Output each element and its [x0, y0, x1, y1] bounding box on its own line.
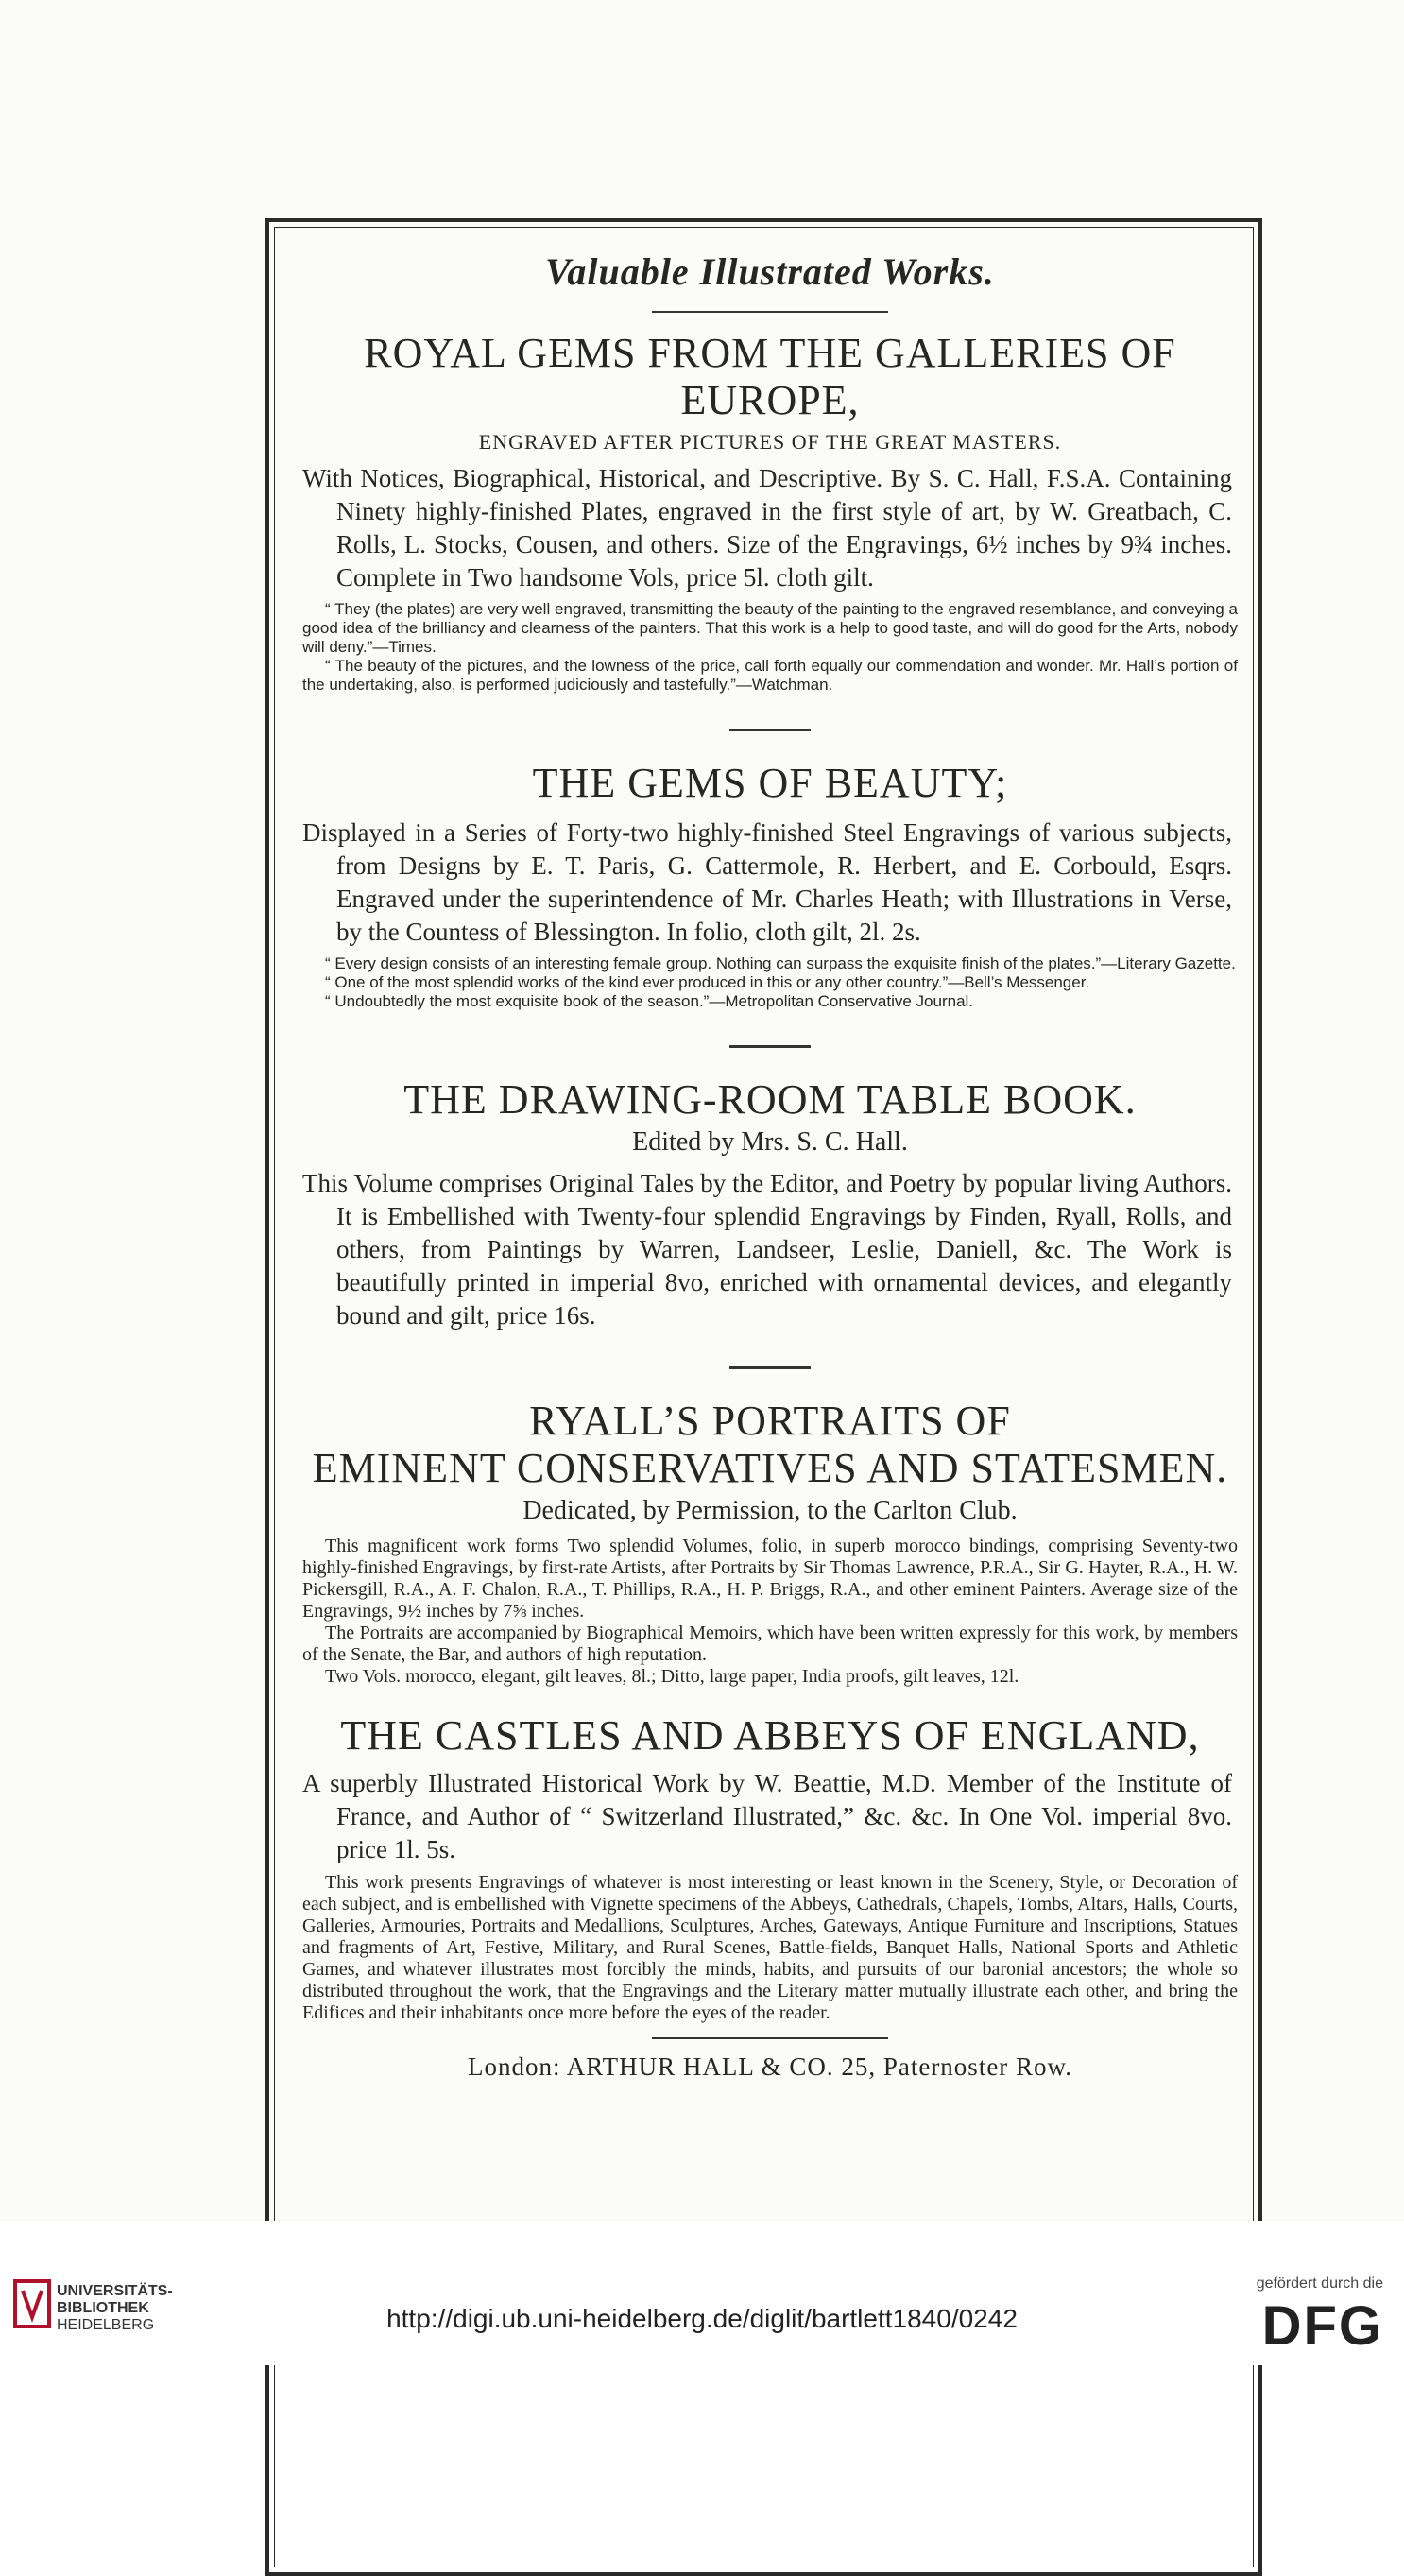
- institution-line: UNIVERSITÄTS-: [57, 2283, 173, 2299]
- section-paragraph: The Portraits are accompanied by Biographical Memoirs, which have been written expressly for this work, by members of the Senate, the Bar, and authors of high reputation.: [302, 1623, 1238, 1665]
- section-body: A superbly Illustrated Historical Work by W. Beattie, M.D. Member of the Institute of France, and Author of “ Switzerland Illustrated,” &c. &c. In One Vol. imperial 8vo. price 1l. 5s.: [302, 1769, 1232, 1863]
- divider: [652, 2037, 888, 2039]
- section-byline: Edited by Mrs. S. C. Hall.: [632, 1127, 908, 1157]
- institution-line: BIBLIOTHEK: [57, 2300, 149, 2316]
- section-subtitle: ENGRAVED AFTER PICTURES OF THE GREAT MASTERS.: [478, 430, 1062, 454]
- page-header: Valuable Illustrated Works.: [545, 250, 995, 293]
- institution-line: HEIDELBERG: [57, 2317, 155, 2333]
- publisher-imprint: London: ARTHUR HALL & CO. 25, Paternoster Row.: [467, 2052, 1073, 2081]
- section-title: ROYAL GEMS FROM THE GALLERIES OF EUROPE,: [364, 330, 1176, 423]
- section-title: RYALL’S PORTRAITS OF: [529, 1398, 1011, 1444]
- divider: [729, 729, 811, 731]
- section-gems-of-beauty: [302, 760, 1238, 1011]
- review-quote: “ Every design consists of an interesting female group. Nothing can surpass the exquisite finish of the plates.”—Literary Gazette.: [325, 954, 1236, 972]
- review-quote: “ They (the plates) are very well engraved, transmitting the beauty of the painting to the engraved resemblance, and conveying a good idea of the brilliancy and clearness of the painters. That this work is a help to good taste, and will do good for the Arts, nobody will deny.”—Times.: [302, 600, 1238, 656]
- source-url-link[interactable]: http://digi.ub.uni-heidelberg.de/diglit/bartlett1840/0242: [386, 2304, 1018, 2333]
- divider: [652, 311, 888, 313]
- review-quote: “ The beauty of the pictures, and the lowness of the price, call forth equally our commendation and wonder. Mr. Hall’s portion of the undertaking, also, is performed judiciously and tastefully.”—Watchman.: [302, 657, 1238, 694]
- advertisement-content: [302, 244, 1238, 2082]
- review-quote: “ One of the most splendid works of the kind ever produced in this or any other country.”—Bell’s Messenger.: [325, 973, 1090, 991]
- dfg-logo: DFG: [1261, 2295, 1383, 2357]
- divider: [729, 1045, 811, 1048]
- section-paragraph: This magnificent work forms Two splendid Volumes, folio, in superb morocco bindings, comprising Seventy-two highly-finished Engravings, by first-rate Artists, after Portraits by Sir Thomas Lawrence, P.R.A., Sir G. Hayter, R.A., H. W. Pickersgill, R.A., A. F. Chalon, R.A., T. Phillips, R.A., H. P. Briggs, R.A., and other eminent Painters. Average size of the Engravings, 9½ inches by 7⅝ inches.: [302, 1536, 1238, 1622]
- funded-by-label: gefördert durch die: [1256, 2275, 1383, 2292]
- section-castles-abbeys: [302, 1712, 1238, 2024]
- section-paragraph: Two Vols. morocco, elegant, gilt leaves, 8l.; Ditto, large paper, India proofs, gilt leaves, 12l.: [325, 1666, 1019, 1687]
- section-body: Displayed in a Series of Forty-two highly-finished Steel Engravings of various subjects, from Designs by E. T. Paris, G. Cattermole, R. Herbert, and E. Corbould, Esqrs. Engraved under the superintendence of Mr. Charles Heath; with Illustrations in Verse, by the Countess of Blessington. In folio, cloth gilt, 2l. 2s.: [302, 818, 1232, 946]
- section-title: THE GEMS OF BEAUTY;: [532, 760, 1008, 806]
- review-quote: “ Undoubtedly the most exquisite book of the season.”—Metropolitan Conservative Journal.: [325, 992, 974, 1010]
- divider: [729, 1366, 811, 1369]
- section-paragraph: This work presents Engravings of whatever is most interesting or least known in the Scenery, Style, or Decoration of each subject, and is embellished with Vignette specimens of the Abbeys, Cathedrals, Chapels, Tombs, Altars, Halls, Courts, Galleries, Armouries, Portraits and Medallions, Sculptures, Arches, Gateways, Antique Furniture and Inscriptions, Statues and fragments of Art, Festive, Military, and Rural Scenes, Battle-fields, Banquet Halls, National Sports and Athletic Games, and whatever illustrates most forcibly the minds, habits, and pursuits of our baronial ancestors; the whole so distributed throughout the work, that the Engravings and the Literary matter mutually illustrate each other, and bring the Edifices and their inhabitants once more before the eyes of the reader.: [302, 1872, 1238, 2023]
- section-body: This Volume comprises Original Tales by the Editor, and Poetry by popular living Authors. It is Embellished with Twenty-four splendid Engravings by Finden, Ryall, Rolls, and others, from Paintings by Warren, Landseer, Leslie, Daniell, &c. The Work is beautifully printed in imperial 8vo, enriched with ornamental devices, and elegantly bound and gilt, price 16s.: [302, 1169, 1232, 1330]
- section-title: THE DRAWING-ROOM TABLE BOOK.: [403, 1076, 1137, 1123]
- section-royal-gems: [302, 330, 1238, 695]
- section-byline: Dedicated, by Permission, to the Carlton Club.: [522, 1496, 1018, 1525]
- section-title-line2: EMINENT CONSERVATIVES AND STATESMEN.: [312, 1445, 1228, 1491]
- section-body: With Notices, Biographical, Historical, and Descriptive. By S. C. Hall, F.S.A. Containing Ninety highly-finished Plates, engraved in the first style of art, by W. Greatbach, C. Rolls, L. Stocks, Cousen, and others. Size of the Engravings, 6½ inches by 9¾ inches. Complete in Two handsome Vols, price 5l. cloth gilt.: [302, 464, 1232, 592]
- section-ryalls-portraits: [302, 1398, 1238, 1688]
- digitization-footer: [0, 2221, 1404, 2365]
- section-drawing-room: [302, 1076, 1238, 1332]
- section-title: THE CASTLES AND ABBEYS OF ENGLAND,: [340, 1712, 1200, 1759]
